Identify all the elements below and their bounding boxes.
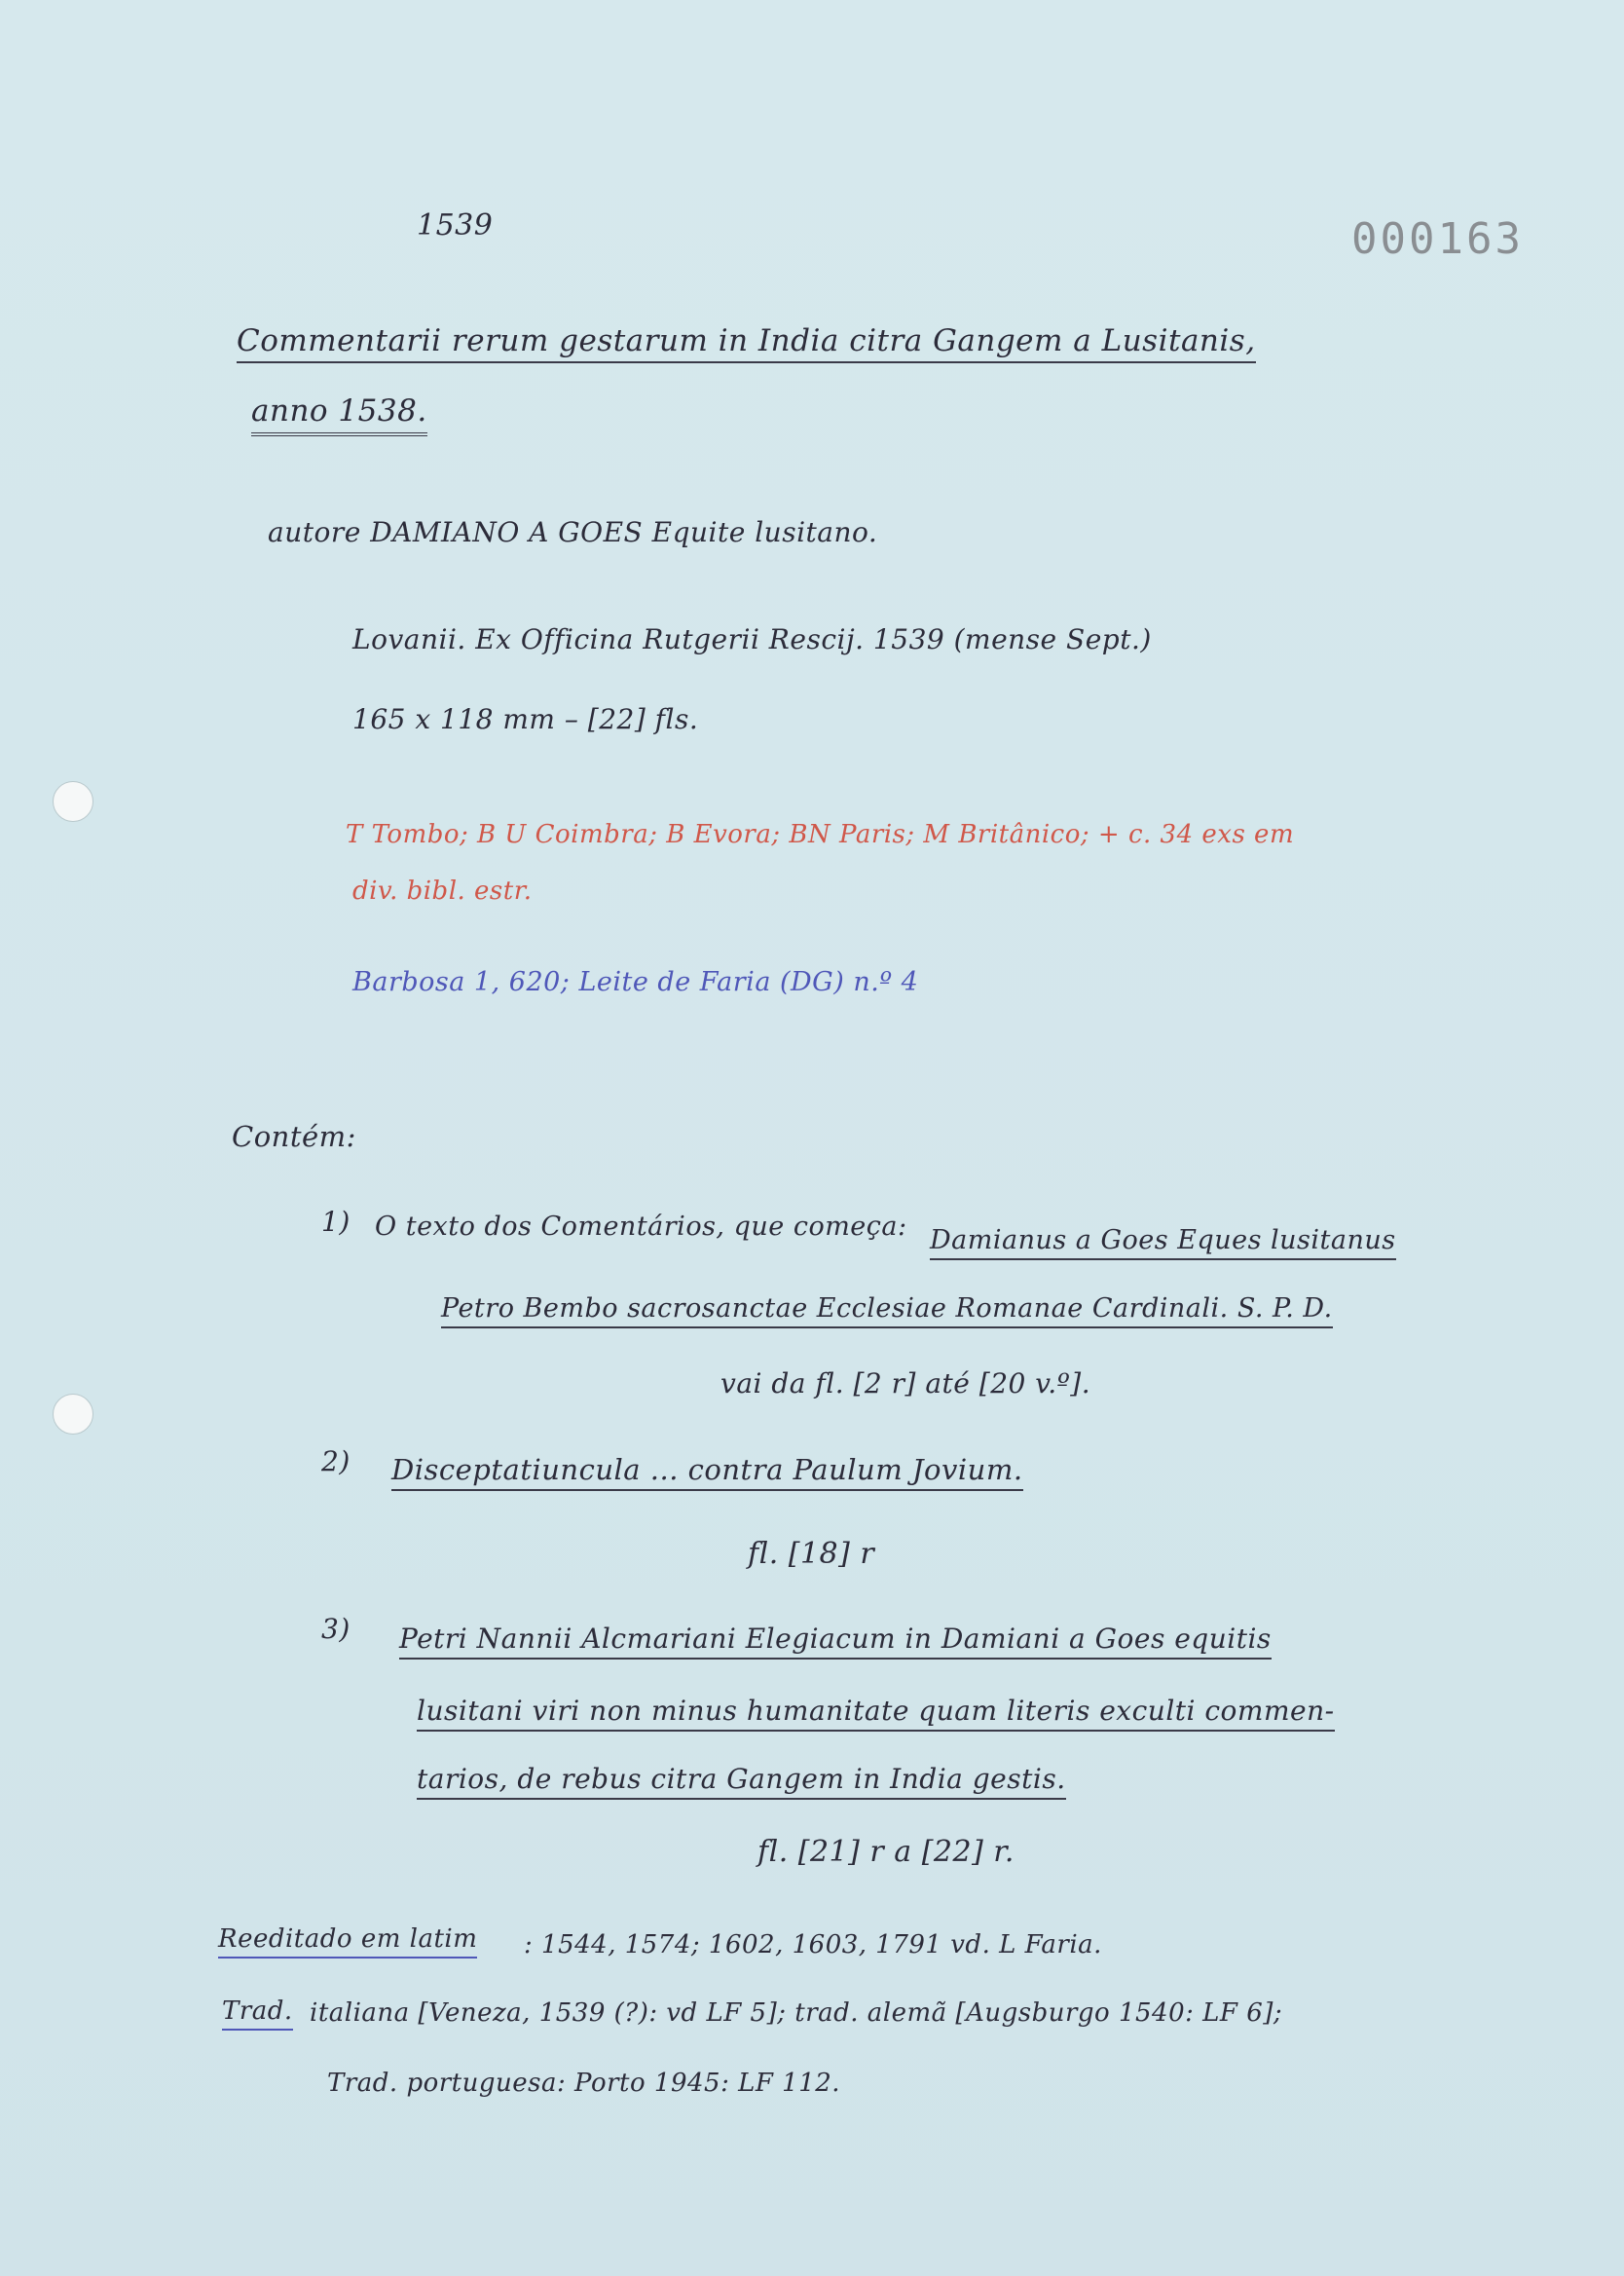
imprint-format: 165 x 118 mm – [22] fls.	[352, 703, 699, 735]
item2-number: 2)	[321, 1445, 351, 1477]
imprint-place: Lovanii. Ex Officina Rutgerii Rescij. 1539 (mense Sept.)	[352, 623, 1152, 655]
title-line-2: anno 1538.	[251, 393, 427, 436]
item3-number: 3)	[321, 1613, 351, 1645]
punch-hole-top	[53, 781, 93, 822]
item3-title-1: Petri Nannii Alcmariani Elegiacum in Damiani a Goes equitis	[399, 1623, 1272, 1660]
item1-incipit-2: Petro Bembo sacrosanctae Ecclesiae Romanae Cardinali. S. P. D.	[441, 1293, 1333, 1328]
references-line: Barbosa 1, 620; Leite de Faria (DG) n.º 4	[352, 967, 919, 997]
copies-line-1: T Tombo; B U Coimbra; B Evora; BN Paris; M Britânico; + c. 34 exs em	[346, 820, 1295, 849]
translation-label: Trad.	[222, 1996, 293, 2031]
item1-folio-range: vai da fl. [2 r] até [20 v.º].	[720, 1367, 1091, 1399]
item2-title: Disceptatiuncula ... contra Paulum Jovium.	[391, 1453, 1023, 1491]
item1-incipit-1: Damianus a Goes Eques lusitanus	[930, 1225, 1396, 1260]
author-line: autore DAMIANO A GOES Equite lusitano.	[268, 516, 878, 548]
reedition-text: : 1544, 1574; 1602, 1603, 1791 vd. L Faria.	[524, 1930, 1102, 1959]
reedition-label: Reeditado em latim	[218, 1924, 477, 1959]
year: 1539	[417, 208, 494, 243]
title-line-1: Commentarii rerum gestarum in India citra Gangem a Lusitanis,	[237, 323, 1256, 363]
copies-line-2: div. bibl. estr.	[352, 877, 533, 906]
contents-heading: Contém:	[232, 1120, 356, 1153]
item3-title-2: lusitani viri non minus humanitate quam literis exculti commen-	[417, 1695, 1335, 1732]
item2-folio: fl. [18] r	[748, 1537, 875, 1571]
item1-number: 1)	[321, 1206, 351, 1238]
item3-title-3: tarios, de rebus citra Gangem in India gestis.	[417, 1763, 1066, 1800]
translation-text: italiana [Veneza, 1539 (?): vd LF 5]; trad. alemã [Augsburgo 1540: LF 6];	[310, 1998, 1283, 2028]
translation-portuguese: Trad. portuguesa: Porto 1945: LF 112.	[327, 2069, 841, 2098]
record-number-stamp: 000163	[1351, 214, 1524, 264]
item3-folio: fl. [21] r a [22] r.	[757, 1835, 1015, 1869]
item1-intro: O texto dos Comentários, que começa:	[375, 1212, 907, 1242]
punch-hole-bottom	[53, 1394, 93, 1435]
